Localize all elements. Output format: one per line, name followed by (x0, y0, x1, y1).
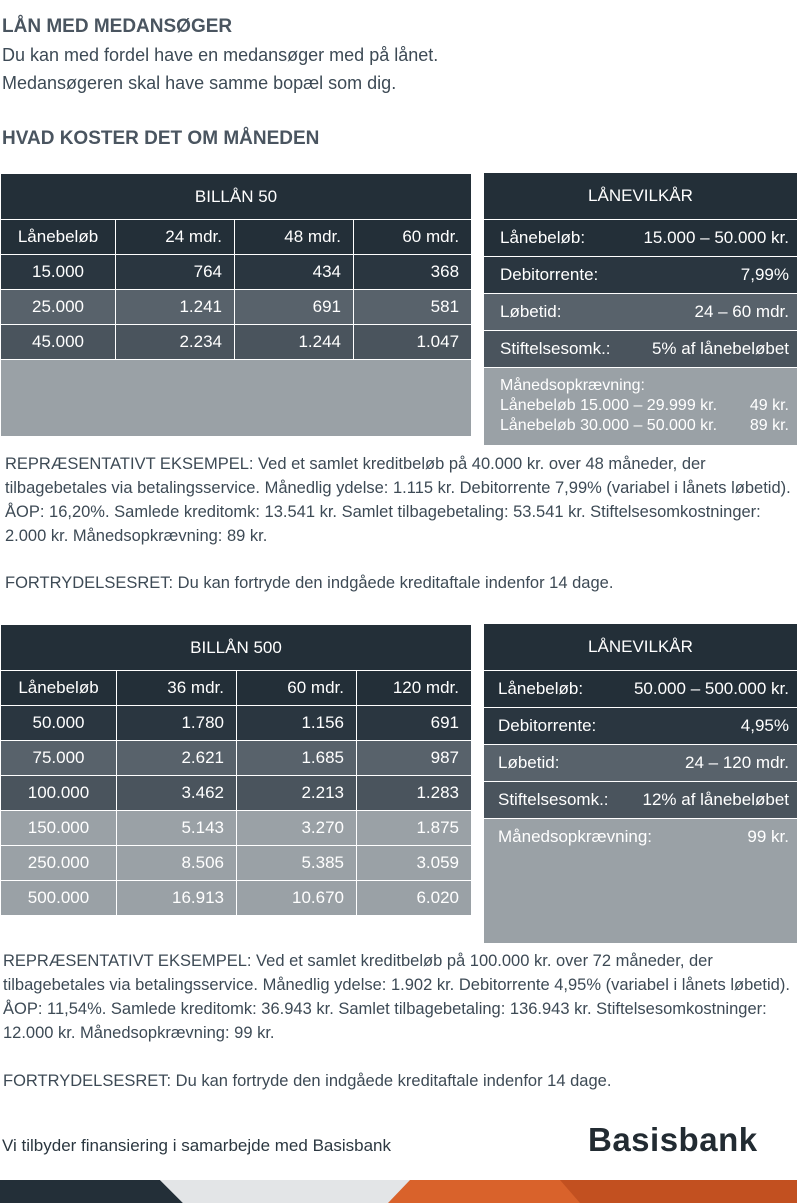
col-header: Lånebeløb (1, 220, 116, 255)
terms-row (484, 294, 797, 330)
cell: 1.156 (237, 706, 357, 741)
cell: 1.244 (235, 325, 354, 360)
terms-row (484, 671, 797, 707)
terms-row (484, 745, 797, 781)
col-header: 48 mdr. (235, 220, 354, 255)
terms-label: Lånebeløb: (500, 228, 586, 247)
fee-row-value: 49 kr. (749, 397, 789, 414)
table-row (1, 706, 472, 741)
table-row (1, 811, 472, 846)
intro-line-2: Medansøgeren skal have samme bopæl som dig. (2, 73, 397, 93)
cell: 500.000 (1, 881, 117, 916)
table-row (1, 846, 472, 881)
footer-text: Vi tilbyder finansiering i samarbejde med Basisbank (2, 1136, 391, 1155)
monthly-fee-block (484, 368, 797, 445)
cell: 150.000 (1, 811, 117, 846)
cell: 1.685 (237, 741, 357, 776)
col-header: 60 mdr. (354, 220, 472, 255)
table-row (1, 290, 472, 325)
cell: 50.000 (1, 706, 117, 741)
cell: 987 (357, 741, 472, 776)
terms500-title: LÅNEVILKÅR (484, 624, 797, 670)
table-row (1, 776, 472, 811)
stripe-dark (0, 1180, 183, 1203)
col-header: Lånebeløb (1, 671, 117, 706)
terms-value: 15.000 – 50.000 kr. (643, 228, 789, 247)
terms-value: 12% af lånebeløbet (642, 790, 789, 809)
cell: 1.780 (117, 706, 237, 741)
fee-row-value: 89 kr. (749, 417, 789, 434)
heading-monthly-cost: HVAD KOSTER DET OM MÅNEDEN (2, 128, 320, 149)
terms-label: Debitorrente: (500, 265, 599, 284)
terms-label: Debitorrente: (498, 716, 597, 735)
withdrawal-right-500: FORTRYDELSESRET: Du kan fortryde den indgåede kreditaftale indenfor 14 dage. (3, 1072, 612, 1090)
terms-value: 24 – 60 mdr. (694, 302, 789, 321)
cell: 581 (354, 290, 472, 325)
cell: 25.000 (1, 290, 116, 325)
intro-line-1: Du kan med fordel have en medansøger med på lånet. (2, 45, 439, 65)
terms-value: 50.000 – 500.000 kr. (633, 679, 789, 698)
cell: 2.621 (117, 741, 237, 776)
terms-label: Løbetid: (500, 302, 562, 321)
fee-row-label: Lånebeløb 15.000 – 29.999 kr. (500, 397, 718, 414)
cell: 3.059 (357, 846, 472, 881)
cell: 16.913 (117, 881, 237, 916)
cell: 15.000 (1, 255, 116, 290)
cell: 691 (357, 706, 472, 741)
table-row (1, 881, 472, 916)
terms-value: 4,95% (740, 716, 789, 735)
terms-value: 7,99% (740, 265, 789, 284)
fee-row (500, 416, 789, 436)
cell: 6.020 (357, 881, 472, 916)
cell: 3.270 (237, 811, 357, 846)
terms-label: Stiftelsesomk.: (498, 790, 609, 809)
cell: 3.462 (117, 776, 237, 811)
cell: 691 (235, 290, 354, 325)
fee-label: Månedsopkrævning: (500, 377, 645, 394)
cell: 1.241 (116, 290, 235, 325)
table-row (1, 741, 472, 776)
billan500-table (0, 624, 472, 916)
terms500-panel (484, 624, 797, 923)
col-header: 24 mdr. (116, 220, 235, 255)
terms-value: 99 kr. (747, 827, 789, 846)
table-row (1, 255, 472, 290)
terms-fee-area (484, 819, 797, 943)
terms-label: Løbetid: (498, 753, 560, 772)
cell: 434 (235, 255, 354, 290)
cell: 1.047 (354, 325, 472, 360)
cell: 1.283 (357, 776, 472, 811)
cell: 5.385 (237, 846, 357, 881)
col-header: 120 mdr. (357, 671, 472, 706)
representative-example-50: REPRÆSENTATIVT EKSEMPEL: Ved et samlet kreditbeløb på 40.000 kr. over 48 måneder, der tilbagebetales via betalingsservice. Månedlig ydelse: 1.115 kr. Debitorrente 7,99% (variabel i lånets løbetid). ÅOP: 16,20%. Samlede kreditomk: 13.541 kr. Samlet tilbagebetaling: 53.541 kr. Stiftelsesomkostninger: 2.000 kr. Månedsopkrævning: 89 kr. (5, 455, 791, 545)
fee-row (500, 396, 789, 416)
terms-row (484, 782, 797, 818)
cell: 75.000 (1, 741, 117, 776)
cell: 2.234 (116, 325, 235, 360)
table-row (1, 325, 472, 360)
fee-row-label: Lånebeløb 30.000 – 50.000 kr. (500, 417, 718, 434)
cell: 10.670 (237, 881, 357, 916)
cell: 100.000 (1, 776, 117, 811)
cell: 2.213 (237, 776, 357, 811)
cell: 5.143 (117, 811, 237, 846)
decorative-stripe-band (0, 1180, 797, 1203)
terms50-title: LÅNEVILKÅR (484, 173, 797, 219)
billan500-title: BILLÅN 500 (1, 625, 472, 671)
terms50-panel (484, 173, 797, 442)
terms-value: 5% af lånebeløbet (651, 339, 789, 358)
terms-value: 24 – 120 mdr. (685, 753, 789, 772)
terms-row (484, 819, 797, 855)
cell: 8.506 (117, 846, 237, 881)
terms-row (484, 257, 797, 293)
heading-loan-with-coapplicant: LÅN MED MEDANSØGER (2, 16, 233, 37)
terms-label: Stiftelsesomk.: (500, 339, 611, 358)
empty-cell (1, 360, 472, 437)
terms-label: Lånebeløb: (498, 679, 584, 698)
terms-label: Månedsopkrævning: (498, 827, 653, 846)
stripe-orange-dark (560, 1180, 797, 1203)
terms-row (484, 220, 797, 256)
basisbank-logo: Basisbank (588, 1121, 758, 1158)
cell: 368 (354, 255, 472, 290)
cell: 250.000 (1, 846, 117, 881)
cell: 45.000 (1, 325, 116, 360)
billan50-table (0, 173, 472, 437)
representative-example-500: REPRÆSENTATIVT EKSEMPEL: Ved et samlet kreditbeløb på 100.000 kr. over 72 måneder, der tilbagebetales via betalingsservice. Månedlig ydelse: 1.902 kr. Debitorrente 4,95% (variabel i lånets løbetid). ÅOP: 11,54%. Samlede kreditomk: 36.943 kr. Samlet tilbagebetaling: 136.943 kr. Stiftelsesomkostninger: 12.000 kr. Månedsopkrævning: 99 kr. (3, 952, 790, 1042)
terms-row (484, 708, 797, 744)
cell: 764 (116, 255, 235, 290)
cell: 1.875 (357, 811, 472, 846)
billan50-title: BILLÅN 50 (1, 174, 472, 220)
col-header: 36 mdr. (117, 671, 237, 706)
withdrawal-right-50: FORTRYDELSESRET: Du kan fortryde den indgåede kreditaftale indenfor 14 dage. (5, 574, 614, 592)
col-header: 60 mdr. (237, 671, 357, 706)
terms-row (484, 331, 797, 367)
